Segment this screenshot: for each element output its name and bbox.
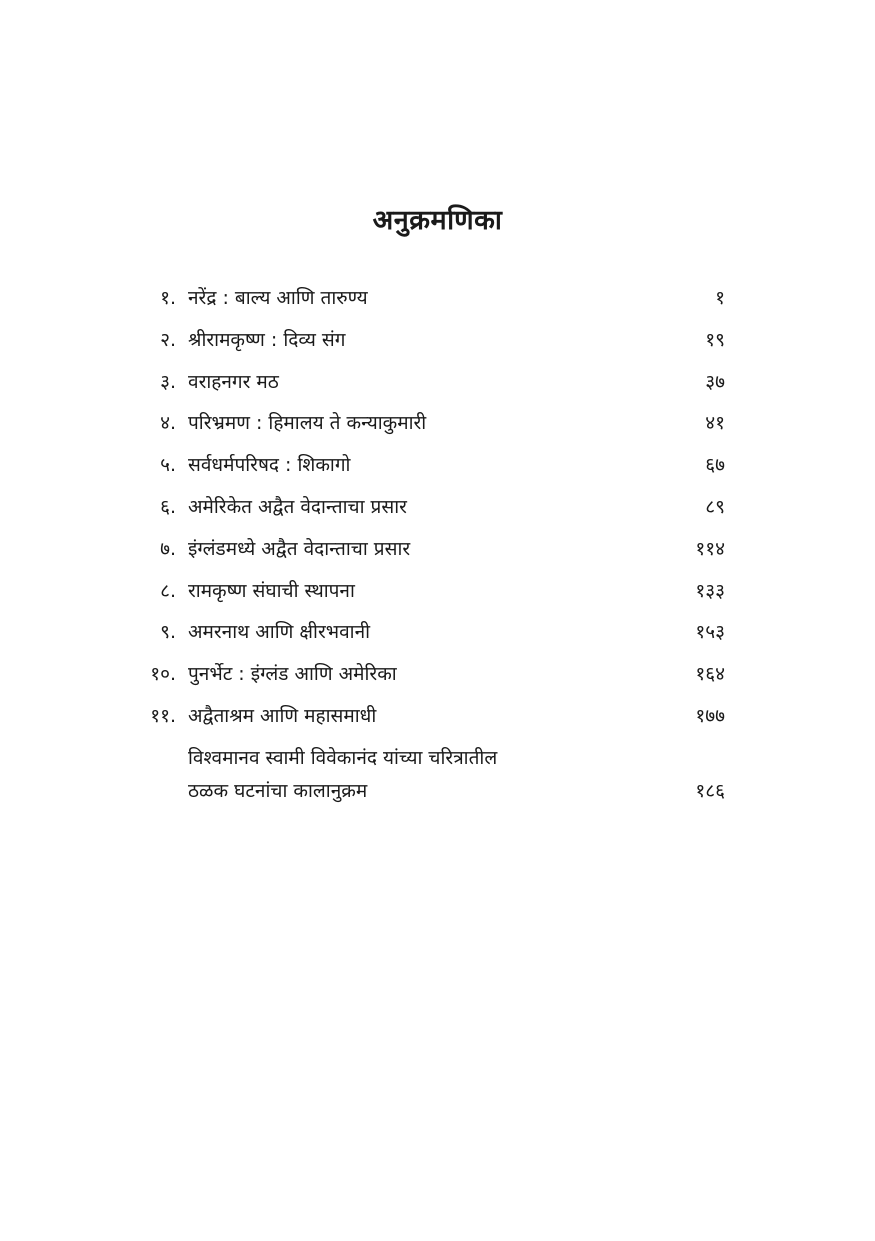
chapter-number: २. <box>160 328 176 351</box>
chronology-title <box>188 742 497 808</box>
page-number: ३७ <box>705 370 725 393</box>
table-of-contents <box>0 282 875 812</box>
chapter-number: ८. <box>160 579 176 602</box>
chapter-number: ९. <box>160 621 176 644</box>
toc-entry[interactable] <box>0 658 875 700</box>
toc-entry[interactable] <box>0 491 875 533</box>
chapter-title: इंग्लंडमध्ये अद्वैत वेदान्ताचा प्रसार <box>188 537 411 560</box>
chapter-title: पुनर्भेट : इंग्लंड आणि अमेरिका <box>188 663 397 686</box>
toc-entry[interactable] <box>0 449 875 491</box>
toc-entry[interactable] <box>0 282 875 324</box>
chapter-title: अद्वैताश्रम आणि महासमाधी <box>188 704 377 727</box>
page-number: १३३ <box>695 579 725 602</box>
page-number: १७७ <box>695 704 725 727</box>
toc-entry[interactable] <box>0 324 875 366</box>
chapter-title: अमरनाथ आणि क्षीरभवानी <box>188 621 371 644</box>
toc-entry-chronology[interactable] <box>0 742 875 812</box>
chapter-number: १. <box>160 287 176 309</box>
chapter-title: रामकृष्ण संघाची स्थापना <box>188 579 355 602</box>
chronology-title-line1: विश्वमानव स्वामी विवेकानंद यांच्या चरित्रातील <box>188 746 498 769</box>
toc-entry[interactable] <box>0 533 875 575</box>
chapter-title: नरेंद्र : बाल्य आणि तारुण्य <box>188 287 368 309</box>
chapter-title: श्रीरामकृष्ण : दिव्य संग <box>188 328 346 351</box>
toc-entry[interactable] <box>0 616 875 658</box>
page-number: १८६ <box>695 779 725 802</box>
chapter-title: वराहनगर मठ <box>188 370 279 393</box>
chapter-title: सर्वधर्मपरिषद : शिकागो <box>188 454 351 477</box>
page-title: अनुक्रमणिका <box>372 205 503 236</box>
toc-entry[interactable] <box>0 407 875 449</box>
chapter-title: परिभ्रमण : हिमालय ते कन्याकुमारी <box>188 412 427 435</box>
chapter-number: ६. <box>160 495 176 518</box>
chapter-number: ११. <box>150 704 176 727</box>
toc-entry[interactable] <box>0 575 875 617</box>
page-number: ४१ <box>705 412 725 435</box>
page-number: ६७ <box>705 454 725 477</box>
chapter-number: ५. <box>160 454 176 477</box>
page-number: १ <box>715 287 725 309</box>
toc-entry[interactable] <box>0 366 875 408</box>
page-number: १५३ <box>695 621 725 644</box>
chapter-number: ३. <box>160 370 176 393</box>
page-number: ११४ <box>695 537 725 560</box>
chapter-number: ४. <box>160 412 176 435</box>
page-number: ८९ <box>705 495 725 518</box>
page-number: १९ <box>705 328 725 351</box>
chronology-title-line2: ठळक घटनांचा कालानुक्रम <box>188 779 368 802</box>
toc-entry[interactable] <box>0 700 875 742</box>
page-number: १६४ <box>695 663 725 686</box>
chapter-number: ७. <box>160 537 176 560</box>
chapter-title: अमेरिकेत अद्वैत वेदान्ताचा प्रसार <box>188 495 407 518</box>
chapter-number: १०. <box>150 663 176 686</box>
